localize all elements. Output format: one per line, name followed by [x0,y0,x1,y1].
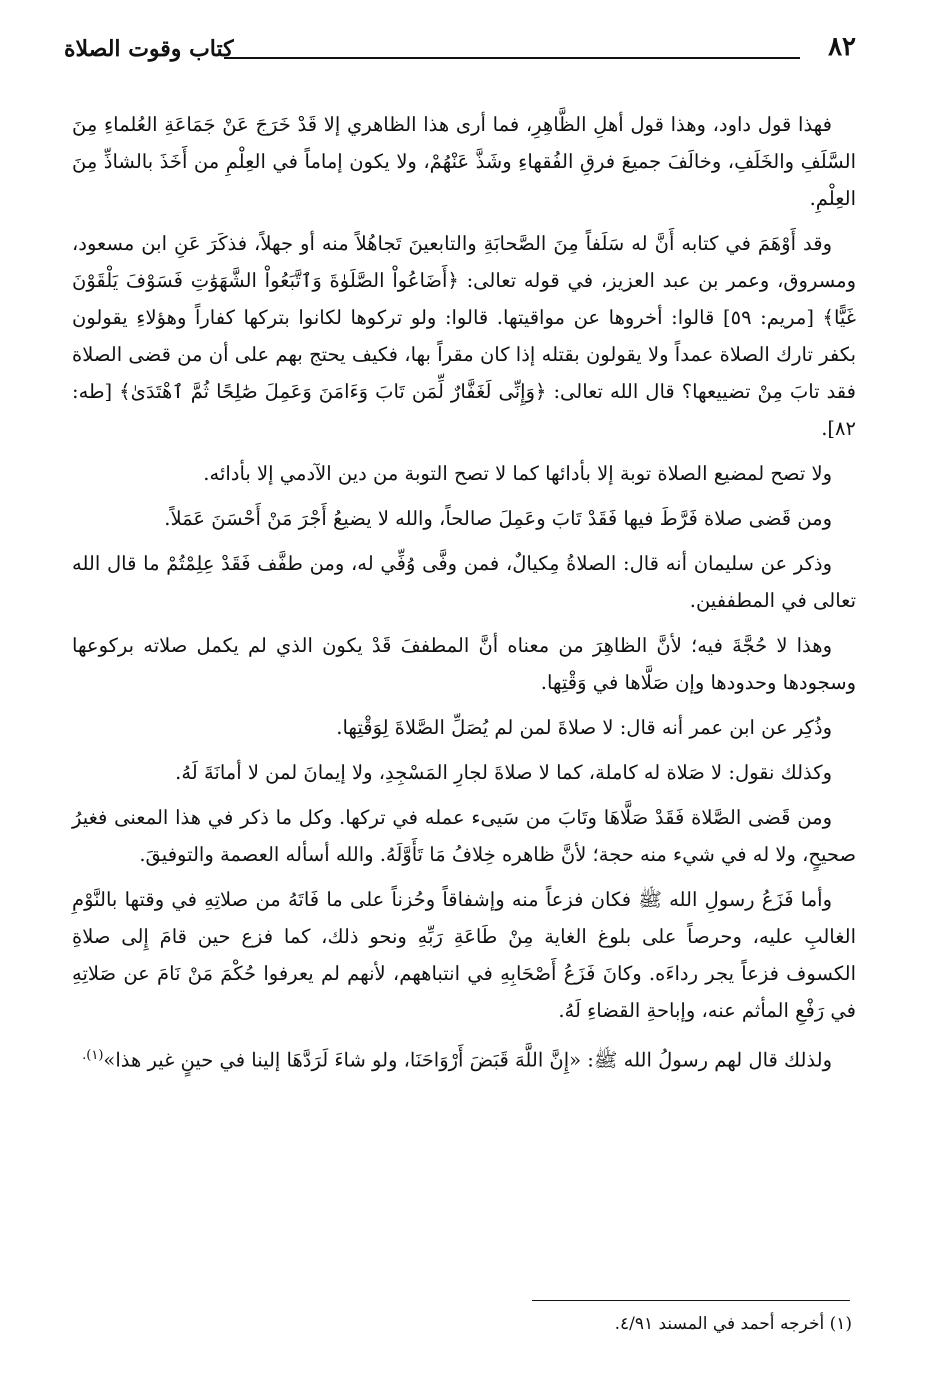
paragraph: وأما فَزَعُ رسولِ الله ﷺ فكان فزعاً منه وإشفاقاً وحُزناً على ما فَاتَهُ من صلاتِهِ في وقتها بالنَّوْمِ الغالبِ عليه، وحرصاً على بلوغ الغاية مِنْ طَاعَةِ رَبِّهِ ونحو ذلك، كما فزع حين قامَ إِلى صلاةِ الكسوف فزعاً يجر رداءَه. وكانَ فَزَعُ أَصْحَابِهِ في انتباههم، لأنهم لم يعرفوا حُكْمَ مَنْ نَامَ عن صَلاتِهِ في رَفْعِ المأثم عنه، وإباحةِ القضاءِ لَهُ. [72,888,856,1022]
paragraph: وقد أَوْهَمَ في كتابه أَنَّ له سَلَفاً مِنَ الصَّحابَةِ والتابعينَ تَجاهُلاً منه أو جهلاً، فذكَرَ عَنِ ابن مسعود، ومسروق، وعمر بن عبد العزيز، في قوله تعالى: ﴿أَضَاعُواْ الصَّلَوٰةَ وَٱتَّبَعُواْ الشَّهَوَٰتِ فَسَوْفَ يَلْقَوْنَ غَيًّا﴾ [مريم: ٥٩] قالوا: أخروها عن مواقيتها. قالوا: ولو تركوها لكانوا بتركها كفاراً وهؤلاءِ يقولون بكفر تارك الصلاة عمداً ولا يقولون بقتله إذا كان مقراً بها، فكيف يحتج بهم على أن من قضى الصلاة فقد تابَ مِنْ تضييعها؟ قال الله تعالى: ﴿وَإِنِّى لَغَفَّارٌ لِّمَن تَابَ وَءَامَنَ وَعَمِلَ صَٰلِحًا ثُمَّ ٱهْتَدَىٰ﴾ [طه: ٨٢]. [72,232,856,440]
paragraph: وذكر عن سليمان أنه قال: الصلاةُ مِكيالٌ، فمن وفَّى وُفِّي له، ومن طفَّف فَقَدْ عِلِمْتُمْ ما قال الله تعالى في المطففين. [72,552,856,612]
paragraph: وذُكِر عن ابن عمر أنه قال: لا صلاةَ لمن لم يُصَلِّ الصَّلاةَ لِوَقْتِها. [336,716,832,739]
paragraph-text: ولذلك قال لهم رسولُ الله ﷺ: «إِنَّ اللَّهَ قَبَضَ أَرْوَاحَنَا، ولو شاءَ لَرَدَّهَا إلينا في حينٍ غير هذا» [103,1048,832,1072]
chapter-title: كتاب وقوت الصلاة [64,36,234,62]
paragraph: وهذا لا حُجَّةَ فيه؛ لأنَّ الظاهِرَ من معناه أنَّ المطففَ قَدْ يكون الذي لم يكمل صلاته بركوعها وسجودها وحدودها وإن صَلَّاها في وَقْتِها. [72,634,856,694]
last-paragraph [72,1037,856,1079]
footnote-rule [532,1300,850,1301]
paragraph: ومن قَضى الصَّلاة فَقَدْ صَلَّاهَا وتَابَ من سَيىء عمله في تركها. وكل ما ذكر في هذا المعنى فغيرُ صحيحٍ، ولا له في شيء منه حجة؛ لأنَّ ظاهره خِلافُ مَا تَأَوَّلَهُ. والله أسأله العصمة والتوفيقَ. [72,806,856,866]
footnote-reference: (١). [82,1048,104,1063]
paragraph: ولا تصح لمضيع الصلاة توبة إلا بأدائها كما لا تصح التوبة من دين الآدمي إلا بأدائه. [203,462,832,485]
page-number: ٨٢ [828,32,856,62]
body-text [72,106,856,1087]
header-rule [224,57,800,59]
paragraph: ومن قَضى صلاة فَرَّطَ فيها فَقَدْ تَابَ وعَمِلَ صالحاً، والله لا يضيعُ أَجْرَ مَنْ أَحْسَنَ عَمَلاً. [164,507,832,530]
paragraph: وكذلك نقول: لا صَلاة له كاملة، كما لا صلاةَ لجارِ المَسْجِدِ، ولا إيمانَ لمن لا أمانَةَ لَهُ. [175,761,832,784]
footnote: (١) أخرجه أحمد في المسند ٤/٩١. [614,1314,852,1334]
paragraph: فهذا قول داود، وهذا قول أهلِ الظَّاهِرِ، فما أرى هذا الظاهري إلا قَدْ خَرَجَ عَنْ جَمَاعَةِ العُلماءِ مِنَ السَّلَفِ والخَلَفِ، وخالَفَ جميعَ فرقِ الفُقهاءِ وشَذَّ عَنْهُمْ، ولا يكون إماماً في العِلْمِ من أَخَذَ بالشاذِّ مِنَ العِلْمِ. [72,113,856,210]
page-header [64,30,856,70]
